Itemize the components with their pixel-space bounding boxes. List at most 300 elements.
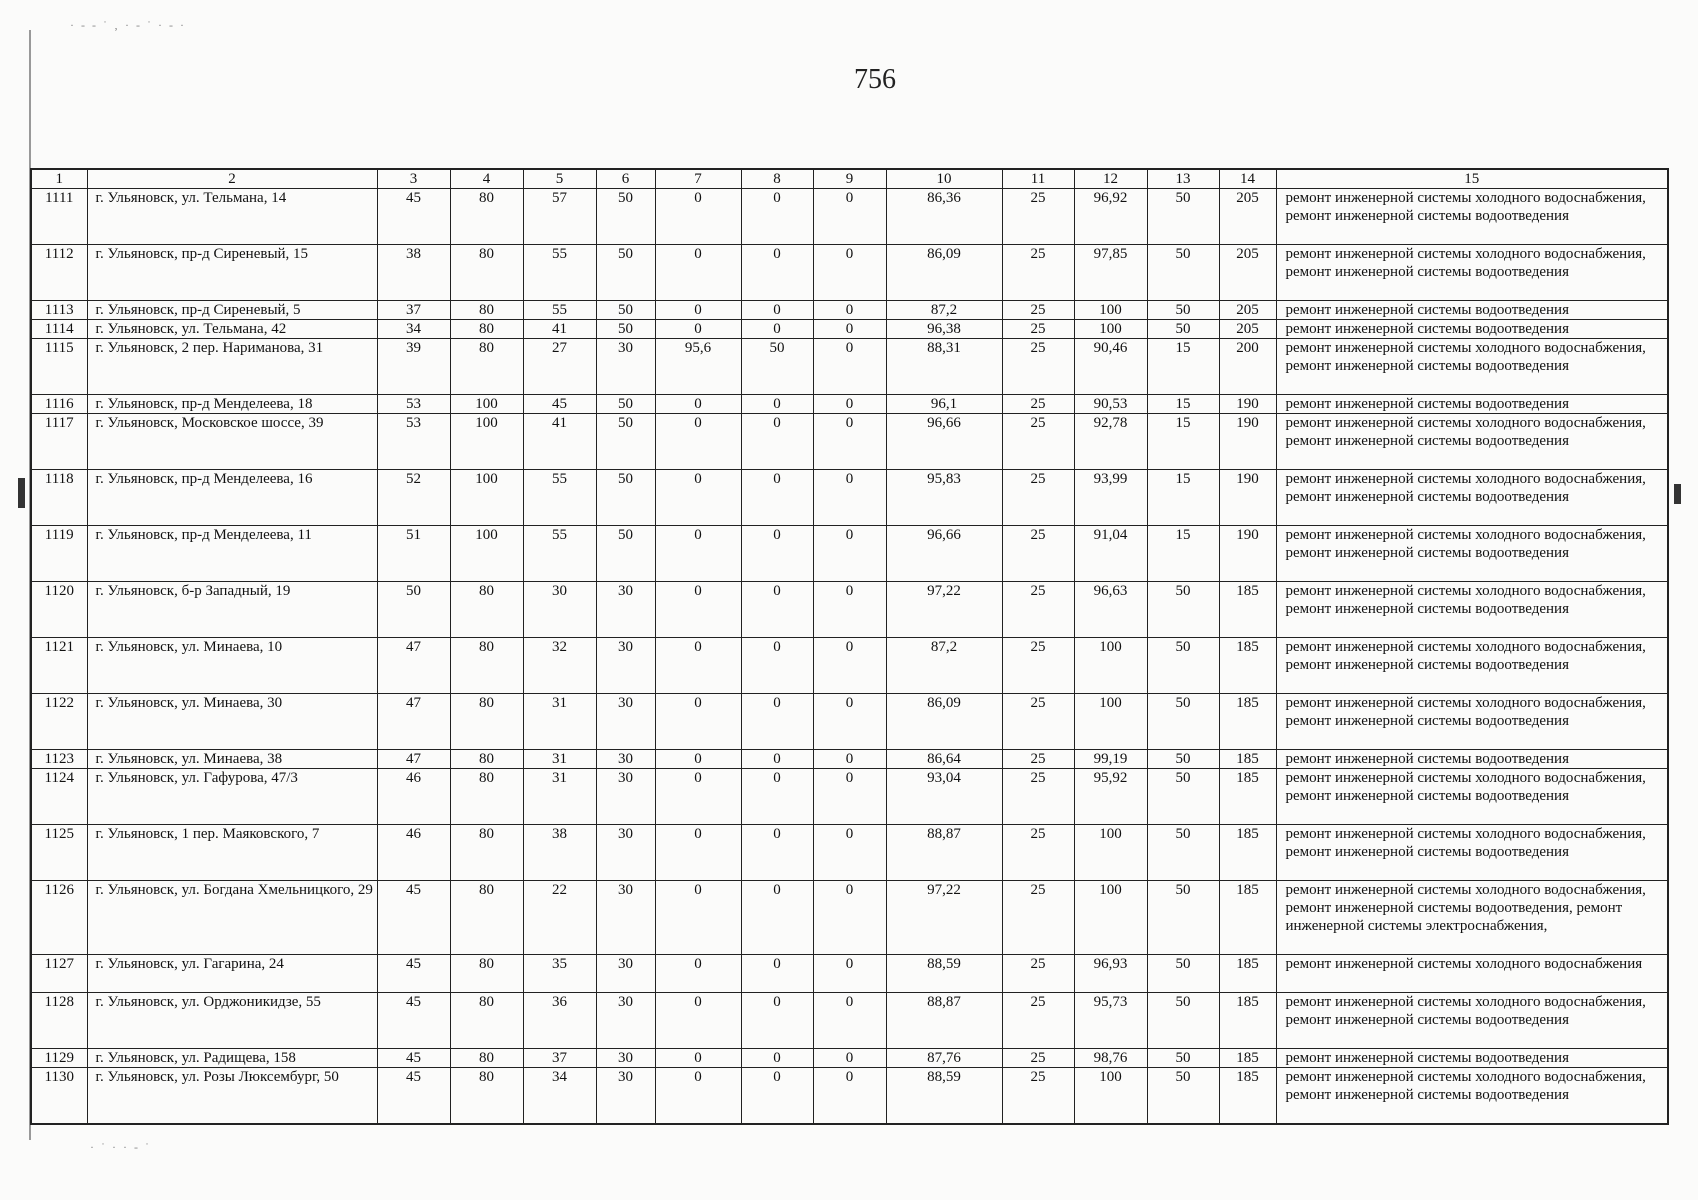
value-cell-col-8: 0 [741,395,813,414]
row-number-cell: 1114 [31,320,87,339]
table-row [31,339,1668,395]
value-cell-col-6: 50 [596,189,655,245]
value-cell-col-3: 38 [377,245,450,301]
header-cell: 6 [596,169,655,189]
value-cell-col-4: 80 [450,769,523,825]
value-cell-col-13: 15 [1147,526,1219,582]
table-row [31,825,1668,881]
row-number-cell: 1127 [31,955,87,993]
value-cell-col-13: 50 [1147,1049,1219,1068]
value-cell-col-5: 41 [523,414,596,470]
value-cell-col-9: 0 [813,993,886,1049]
value-cell-col-14: 185 [1219,825,1276,881]
header-cell: 12 [1074,169,1147,189]
value-cell-col-3: 50 [377,582,450,638]
value-cell-col-14: 185 [1219,993,1276,1049]
value-cell-col-9: 0 [813,395,886,414]
value-cell-col-13: 50 [1147,582,1219,638]
value-cell-col-4: 100 [450,414,523,470]
value-cell-col-6: 30 [596,694,655,750]
value-cell-col-14: 185 [1219,750,1276,769]
address-cell: г. Ульяновск, ул. Тельмана, 14 [87,189,377,245]
value-cell-col-6: 50 [596,320,655,339]
value-cell-col-4: 80 [450,245,523,301]
value-cell-col-10: 87,2 [886,301,1002,320]
value-cell-col-3: 51 [377,526,450,582]
value-cell-col-8: 0 [741,825,813,881]
work-type-cell: ремонт инженерной системы холодного водоснабжения, ремонт инженерной системы водоотведения, ремонт инженерной системы электроснабжения, [1276,881,1668,955]
value-cell-col-9: 0 [813,526,886,582]
table-row [31,526,1668,582]
value-cell-col-8: 0 [741,993,813,1049]
value-cell-col-14: 190 [1219,395,1276,414]
value-cell-col-12: 90,46 [1074,339,1147,395]
value-cell-col-7: 0 [655,395,741,414]
table-row [31,750,1668,769]
value-cell-col-14: 190 [1219,470,1276,526]
value-cell-col-11: 25 [1002,339,1074,395]
value-cell-col-6: 50 [596,526,655,582]
value-cell-col-11: 25 [1002,750,1074,769]
value-cell-col-13: 50 [1147,638,1219,694]
address-cell: г. Ульяновск, 2 пер. Нариманова, 31 [87,339,377,395]
value-cell-col-8: 0 [741,189,813,245]
value-cell-col-6: 30 [596,993,655,1049]
address-cell: г. Ульяновск, пр-д Менделеева, 11 [87,526,377,582]
value-cell-col-12: 100 [1074,694,1147,750]
table-row [31,955,1668,993]
value-cell-col-12: 98,76 [1074,1049,1147,1068]
value-cell-col-14: 205 [1219,320,1276,339]
value-cell-col-8: 0 [741,526,813,582]
address-cell: г. Ульяновск, ул. Тельмана, 42 [87,320,377,339]
value-cell-col-9: 0 [813,825,886,881]
value-cell-col-11: 25 [1002,470,1074,526]
value-cell-col-10: 88,31 [886,339,1002,395]
value-cell-col-9: 0 [813,189,886,245]
value-cell-col-9: 0 [813,301,886,320]
value-cell-col-4: 80 [450,320,523,339]
value-cell-col-13: 50 [1147,189,1219,245]
value-cell-col-12: 90,53 [1074,395,1147,414]
value-cell-col-11: 25 [1002,694,1074,750]
value-cell-col-10: 88,59 [886,1068,1002,1124]
value-cell-col-5: 31 [523,750,596,769]
value-cell-col-11: 25 [1002,189,1074,245]
header-cell: 11 [1002,169,1074,189]
value-cell-col-6: 30 [596,881,655,955]
table-row [31,881,1668,955]
row-number-cell: 1113 [31,301,87,320]
value-cell-col-9: 0 [813,750,886,769]
value-cell-col-14: 185 [1219,769,1276,825]
value-cell-col-14: 185 [1219,881,1276,955]
row-number-cell: 1122 [31,694,87,750]
value-cell-col-8: 0 [741,1068,813,1124]
value-cell-col-4: 80 [450,301,523,320]
value-cell-col-14: 185 [1219,955,1276,993]
value-cell-col-4: 100 [450,395,523,414]
margin-mark-left [18,478,25,508]
value-cell-col-14: 205 [1219,245,1276,301]
value-cell-col-13: 50 [1147,245,1219,301]
value-cell-col-4: 80 [450,955,523,993]
address-cell: г. Ульяновск, ул. Розы Люксембург, 50 [87,1068,377,1124]
value-cell-col-10: 96,66 [886,414,1002,470]
value-cell-col-3: 45 [377,1049,450,1068]
value-cell-col-6: 30 [596,955,655,993]
value-cell-col-4: 100 [450,470,523,526]
value-cell-col-8: 0 [741,769,813,825]
margin-mark-right [1674,484,1681,504]
value-cell-col-5: 37 [523,1049,596,1068]
value-cell-col-5: 35 [523,955,596,993]
value-cell-col-9: 0 [813,881,886,955]
value-cell-col-8: 0 [741,1049,813,1068]
value-cell-col-5: 32 [523,638,596,694]
value-cell-col-4: 80 [450,582,523,638]
value-cell-col-7: 0 [655,638,741,694]
value-cell-col-5: 36 [523,993,596,1049]
row-number-cell: 1125 [31,825,87,881]
value-cell-col-9: 0 [813,245,886,301]
value-cell-col-4: 80 [450,750,523,769]
table-row [31,638,1668,694]
value-cell-col-5: 27 [523,339,596,395]
value-cell-col-5: 55 [523,526,596,582]
scan-artifact-top: · ‐ ‐ ˙ ‚ · ‐ ˙ · ‐ · [70,18,186,32]
value-cell-col-7: 0 [655,470,741,526]
value-cell-col-5: 55 [523,470,596,526]
address-cell: г. Ульяновск, ул. Орджоникидзе, 55 [87,993,377,1049]
value-cell-col-4: 80 [450,638,523,694]
value-cell-col-7: 0 [655,301,741,320]
row-number-cell: 1118 [31,470,87,526]
value-cell-col-11: 25 [1002,320,1074,339]
scan-artifact-bottom: · ˙ · · ‐ ˙ [90,1140,151,1154]
value-cell-col-4: 80 [450,825,523,881]
value-cell-col-14: 205 [1219,301,1276,320]
value-cell-col-10: 86,09 [886,694,1002,750]
value-cell-col-4: 80 [450,694,523,750]
row-number-cell: 1117 [31,414,87,470]
value-cell-col-12: 100 [1074,825,1147,881]
header-cell: 15 [1276,169,1668,189]
header-cell: 5 [523,169,596,189]
address-cell: г. Ульяновск, пр-д Сиреневый, 5 [87,301,377,320]
value-cell-col-12: 100 [1074,301,1147,320]
header-cell: 3 [377,169,450,189]
value-cell-col-3: 46 [377,825,450,881]
row-number-cell: 1124 [31,769,87,825]
value-cell-col-3: 45 [377,189,450,245]
value-cell-col-8: 0 [741,582,813,638]
table-row [31,189,1668,245]
value-cell-col-12: 100 [1074,638,1147,694]
work-type-cell: ремонт инженерной системы холодного водоснабжения, ремонт инженерной системы водоотведения [1276,245,1668,301]
row-number-cell: 1123 [31,750,87,769]
row-number-cell: 1126 [31,881,87,955]
row-number-cell: 1130 [31,1068,87,1124]
value-cell-col-7: 0 [655,526,741,582]
value-cell-col-12: 97,85 [1074,245,1147,301]
work-type-cell: ремонт инженерной системы водоотведения [1276,750,1668,769]
address-cell: г. Ульяновск, 1 пер. Маяковского, 7 [87,825,377,881]
address-cell: г. Ульяновск, ул. Радищева, 158 [87,1049,377,1068]
value-cell-col-8: 0 [741,470,813,526]
row-number-cell: 1121 [31,638,87,694]
work-type-cell: ремонт инженерной системы холодного водоснабжения, ремонт инженерной системы водоотведения [1276,993,1668,1049]
value-cell-col-5: 31 [523,694,596,750]
value-cell-col-11: 25 [1002,245,1074,301]
value-cell-col-10: 97,22 [886,582,1002,638]
value-cell-col-10: 86,09 [886,245,1002,301]
table-row [31,301,1668,320]
value-cell-col-8: 50 [741,339,813,395]
value-cell-col-14: 185 [1219,1068,1276,1124]
header-cell: 9 [813,169,886,189]
document-table [30,168,1669,1125]
work-type-cell: ремонт инженерной системы холодного водоснабжения, ремонт инженерной системы водоотведения [1276,825,1668,881]
value-cell-col-5: 38 [523,825,596,881]
address-cell: г. Ульяновск, ул. Минаева, 38 [87,750,377,769]
value-cell-col-3: 46 [377,769,450,825]
row-number-cell: 1129 [31,1049,87,1068]
work-type-cell: ремонт инженерной системы водоотведения [1276,320,1668,339]
value-cell-col-11: 25 [1002,638,1074,694]
value-cell-col-8: 0 [741,694,813,750]
table-row [31,320,1668,339]
table-row [31,414,1668,470]
value-cell-col-11: 25 [1002,414,1074,470]
value-cell-col-5: 30 [523,582,596,638]
table-row [31,1068,1668,1124]
value-cell-col-10: 95,83 [886,470,1002,526]
value-cell-col-9: 0 [813,470,886,526]
value-cell-col-14: 200 [1219,339,1276,395]
address-cell: г. Ульяновск, б-р Западный, 19 [87,582,377,638]
header-cell: 7 [655,169,741,189]
value-cell-col-6: 30 [596,1049,655,1068]
value-cell-col-7: 0 [655,582,741,638]
work-type-cell: ремонт инженерной системы холодного водоснабжения, ремонт инженерной системы водоотведения [1276,470,1668,526]
value-cell-col-9: 0 [813,638,886,694]
value-cell-col-9: 0 [813,414,886,470]
value-cell-col-7: 0 [655,694,741,750]
value-cell-col-7: 0 [655,769,741,825]
value-cell-col-11: 25 [1002,769,1074,825]
work-type-cell: ремонт инженерной системы холодного водоснабжения, ремонт инженерной системы водоотведения [1276,189,1668,245]
work-type-cell: ремонт инженерной системы водоотведения [1276,301,1668,320]
value-cell-col-14: 185 [1219,1049,1276,1068]
value-cell-col-6: 30 [596,638,655,694]
address-cell: г. Ульяновск, ул. Минаева, 10 [87,638,377,694]
value-cell-col-13: 50 [1147,825,1219,881]
value-cell-col-8: 0 [741,638,813,694]
table-row [31,993,1668,1049]
work-type-cell: ремонт инженерной системы водоотведения [1276,1049,1668,1068]
work-type-cell: ремонт инженерной системы холодного водоснабжения, ремонт инженерной системы водоотведения [1276,582,1668,638]
value-cell-col-12: 95,92 [1074,769,1147,825]
table-row [31,395,1668,414]
value-cell-col-12: 92,78 [1074,414,1147,470]
value-cell-col-8: 0 [741,320,813,339]
value-cell-col-7: 0 [655,750,741,769]
value-cell-col-10: 97,22 [886,881,1002,955]
value-cell-col-3: 34 [377,320,450,339]
value-cell-col-12: 100 [1074,320,1147,339]
work-type-cell: ремонт инженерной системы холодного водоснабжения [1276,955,1668,993]
row-number-cell: 1116 [31,395,87,414]
value-cell-col-12: 99,19 [1074,750,1147,769]
work-type-cell: ремонт инженерной системы холодного водоснабжения, ремонт инженерной системы водоотведения [1276,769,1668,825]
value-cell-col-6: 30 [596,750,655,769]
value-cell-col-10: 86,64 [886,750,1002,769]
value-cell-col-13: 50 [1147,881,1219,955]
address-cell: г. Ульяновск, пр-д Менделеева, 16 [87,470,377,526]
address-cell: г. Ульяновск, ул. Гагарина, 24 [87,955,377,993]
value-cell-col-14: 190 [1219,414,1276,470]
row-number-cell: 1120 [31,582,87,638]
value-cell-col-10: 96,1 [886,395,1002,414]
value-cell-col-4: 80 [450,993,523,1049]
value-cell-col-7: 0 [655,189,741,245]
value-cell-col-3: 53 [377,414,450,470]
value-cell-col-10: 96,38 [886,320,1002,339]
row-number-cell: 1128 [31,993,87,1049]
value-cell-col-10: 88,87 [886,993,1002,1049]
value-cell-col-6: 50 [596,470,655,526]
header-cell: 2 [87,169,377,189]
table-row [31,694,1668,750]
value-cell-col-6: 30 [596,582,655,638]
value-cell-col-13: 50 [1147,955,1219,993]
value-cell-col-11: 25 [1002,825,1074,881]
value-cell-col-9: 0 [813,1049,886,1068]
value-cell-col-7: 0 [655,320,741,339]
value-cell-col-3: 45 [377,881,450,955]
value-cell-col-7: 0 [655,1049,741,1068]
value-cell-col-12: 100 [1074,1068,1147,1124]
value-cell-col-8: 0 [741,245,813,301]
value-cell-col-12: 91,04 [1074,526,1147,582]
value-cell-col-13: 50 [1147,993,1219,1049]
value-cell-col-10: 86,36 [886,189,1002,245]
value-cell-col-5: 55 [523,245,596,301]
header-cell: 13 [1147,169,1219,189]
value-cell-col-8: 0 [741,955,813,993]
value-cell-col-3: 45 [377,1068,450,1124]
value-cell-col-4: 80 [450,189,523,245]
value-cell-col-13: 50 [1147,750,1219,769]
value-cell-col-9: 0 [813,1068,886,1124]
address-cell: г. Ульяновск, Московское шоссе, 39 [87,414,377,470]
value-cell-col-7: 0 [655,245,741,301]
work-type-cell: ремонт инженерной системы холодного водоснабжения, ремонт инженерной системы водоотведения [1276,638,1668,694]
value-cell-col-3: 47 [377,694,450,750]
address-cell: г. Ульяновск, ул. Минаева, 30 [87,694,377,750]
header-cell: 8 [741,169,813,189]
value-cell-col-8: 0 [741,881,813,955]
value-cell-col-6: 50 [596,414,655,470]
value-cell-col-6: 50 [596,301,655,320]
value-cell-col-11: 25 [1002,1049,1074,1068]
value-cell-col-5: 41 [523,320,596,339]
table-row [31,769,1668,825]
work-type-cell: ремонт инженерной системы холодного водоснабжения, ремонт инженерной системы водоотведения [1276,694,1668,750]
value-cell-col-14: 205 [1219,189,1276,245]
value-cell-col-11: 25 [1002,526,1074,582]
value-cell-col-12: 96,92 [1074,189,1147,245]
value-cell-col-10: 93,04 [886,769,1002,825]
value-cell-col-7: 0 [655,1068,741,1124]
value-cell-col-11: 25 [1002,582,1074,638]
value-cell-col-12: 93,99 [1074,470,1147,526]
value-cell-col-3: 47 [377,750,450,769]
value-cell-col-3: 45 [377,955,450,993]
value-cell-col-3: 37 [377,301,450,320]
value-cell-col-12: 96,93 [1074,955,1147,993]
value-cell-col-8: 0 [741,750,813,769]
value-cell-col-3: 39 [377,339,450,395]
value-cell-col-5: 57 [523,189,596,245]
value-cell-col-7: 0 [655,825,741,881]
value-cell-col-13: 50 [1147,301,1219,320]
value-cell-col-13: 15 [1147,339,1219,395]
value-cell-col-13: 50 [1147,320,1219,339]
address-cell: г. Ульяновск, пр-д Сиреневый, 15 [87,245,377,301]
row-number-cell: 1111 [31,189,87,245]
work-type-cell: ремонт инженерной системы холодного водоснабжения, ремонт инженерной системы водоотведения [1276,339,1668,395]
value-cell-col-5: 34 [523,1068,596,1124]
value-cell-col-5: 31 [523,769,596,825]
value-cell-col-6: 50 [596,395,655,414]
value-cell-col-7: 0 [655,414,741,470]
address-cell: г. Ульяновск, ул. Гафурова, 47/3 [87,769,377,825]
value-cell-col-10: 88,87 [886,825,1002,881]
value-cell-col-14: 185 [1219,582,1276,638]
work-type-cell: ремонт инженерной системы холодного водоснабжения, ремонт инженерной системы водоотведения [1276,414,1668,470]
value-cell-col-11: 25 [1002,955,1074,993]
value-cell-col-9: 0 [813,582,886,638]
value-cell-col-3: 52 [377,470,450,526]
value-cell-col-4: 80 [450,881,523,955]
value-cell-col-6: 30 [596,1068,655,1124]
value-cell-col-4: 80 [450,1049,523,1068]
value-cell-col-3: 47 [377,638,450,694]
value-cell-col-9: 0 [813,955,886,993]
value-cell-col-6: 30 [596,339,655,395]
value-cell-col-9: 0 [813,320,886,339]
value-cell-col-11: 25 [1002,881,1074,955]
value-cell-col-10: 87,2 [886,638,1002,694]
value-cell-col-6: 30 [596,825,655,881]
value-cell-col-7: 95,6 [655,339,741,395]
value-cell-col-3: 53 [377,395,450,414]
value-cell-col-13: 15 [1147,470,1219,526]
value-cell-col-13: 50 [1147,694,1219,750]
value-cell-col-11: 25 [1002,395,1074,414]
value-cell-col-13: 50 [1147,769,1219,825]
address-cell: г. Ульяновск, ул. Богдана Хмельницкого, 29 [87,881,377,955]
value-cell-col-5: 55 [523,301,596,320]
value-cell-col-3: 45 [377,993,450,1049]
header-cell: 10 [886,169,1002,189]
value-cell-col-13: 50 [1147,1068,1219,1124]
value-cell-col-11: 25 [1002,993,1074,1049]
value-cell-col-13: 15 [1147,414,1219,470]
value-cell-col-7: 0 [655,993,741,1049]
